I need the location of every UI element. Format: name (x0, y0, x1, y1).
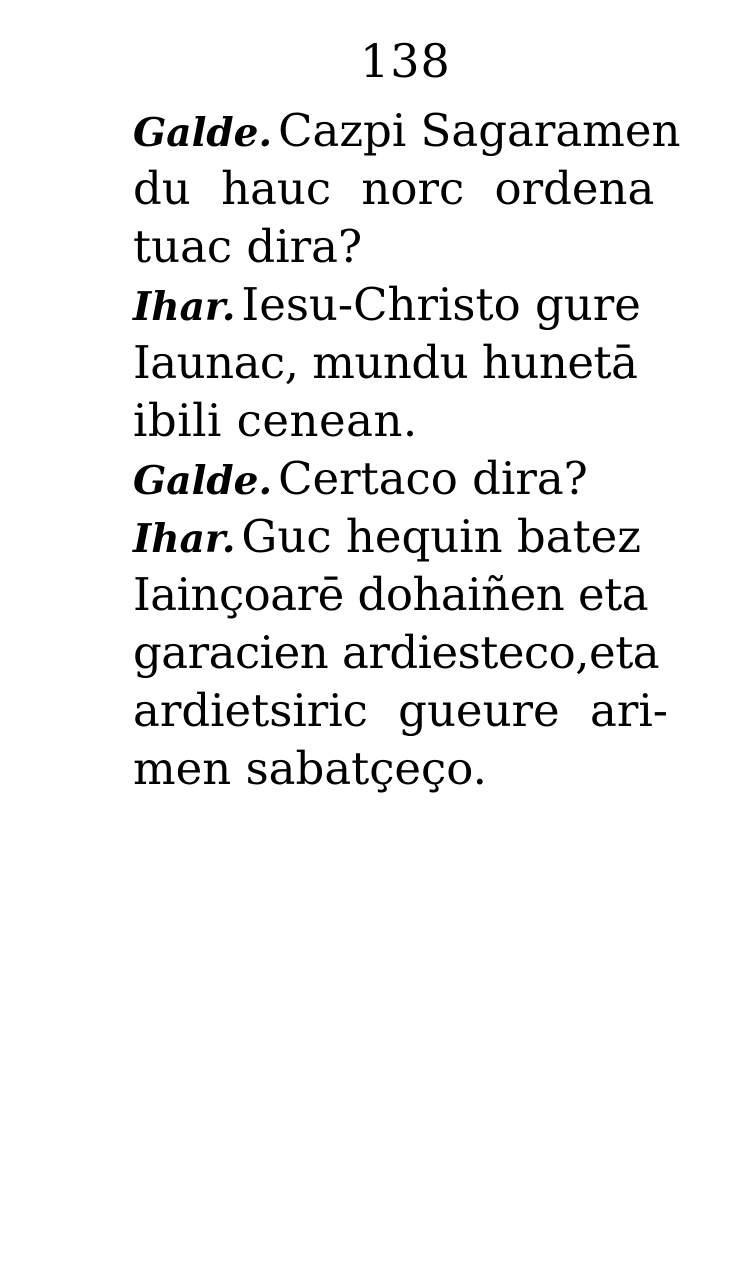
text-line-2 (133, 160, 655, 218)
page-number: 138 (360, 34, 451, 88)
text-line-3 (133, 218, 623, 276)
text-line-6 (133, 392, 623, 450)
text-line-7 (133, 450, 623, 508)
speaker-label: Galde. (133, 458, 273, 504)
text-line-12 (133, 740, 623, 798)
text-line-10 (133, 624, 660, 682)
line-text: garacien ardiesteco,eta (133, 626, 660, 679)
line-text: men sabatçeço. (133, 742, 487, 795)
speaker-label: Ihar. (133, 516, 236, 562)
text-line-8 (133, 508, 641, 566)
line-text: Cazpi Sagaramen (278, 104, 681, 157)
speaker-label: Ihar. (133, 284, 236, 330)
line-text: du hauc norc ordena (133, 162, 655, 215)
line-text: Guc hequin batez (241, 510, 641, 563)
line-text: Iainçoarē dohaiñen eta (133, 568, 649, 621)
line-text: tuac dira? (133, 220, 363, 273)
text-line-1 (133, 102, 681, 160)
line-text: Iaunac, mundu hunetā (133, 336, 638, 389)
text-line-11 (133, 682, 668, 740)
text-line-4 (133, 276, 641, 334)
speaker-label: Galde. (133, 110, 273, 156)
line-text: Iesu-Christo gure (241, 278, 641, 331)
catechism-text (133, 102, 681, 798)
line-text: ardietsiric gueure ari- (133, 684, 668, 737)
line-text: ibili cenean. (133, 394, 418, 447)
text-line-9 (133, 566, 649, 624)
text-line-5 (133, 334, 638, 392)
line-text: Certaco dira? (278, 452, 588, 505)
